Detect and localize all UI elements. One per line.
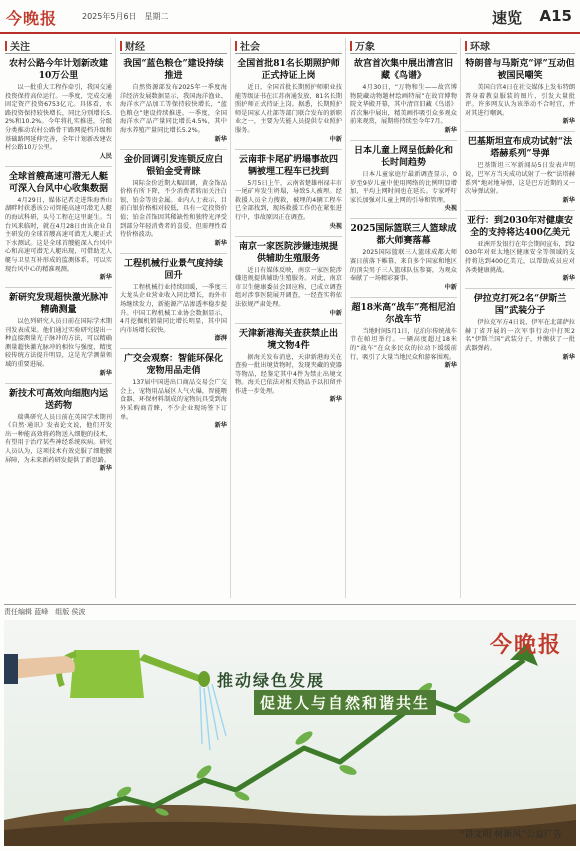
article-body: 自然资源部发布2025年一季度海洋经济发展数据显示，我国海洋渔业、海洋水产品加工等保持较快增长，“蓝色粮仓”建设持续推进。一季度，全国海洋水产品产量同比增长4.5%，其中海水养殖产量同比增长5.2%。: [120, 84, 227, 134]
article-title[interactable]: 日本儿童上网呈低龄化和长时间趋势: [353, 145, 453, 168]
column-divider: [115, 38, 116, 598]
article-source: 新华: [99, 465, 112, 473]
column-divider: [230, 38, 231, 598]
article-divider: [235, 149, 342, 150]
public-service-ad: [4, 620, 576, 846]
article-source: 澎湃: [214, 335, 227, 343]
article-title[interactable]: 亚行：到2030年对健康安全的支持将达400亿美元: [466, 215, 574, 238]
sleeve-shape: [4, 654, 18, 684]
article-divider: [120, 253, 227, 254]
article-source: 新华: [444, 126, 457, 134]
article[interactable]: [465, 58, 575, 126]
article-divider: [465, 131, 575, 132]
article[interactable]: [235, 154, 342, 231]
article-body: 巴基斯坦三军新闻局5日发表声明说，巴军方当天成功试射了一枚“法塔赫系列”地对地导弹，这是巴方近期的又一次导弹试射。: [465, 162, 575, 196]
watering-can-icon: [59, 650, 210, 698]
article[interactable]: [120, 258, 227, 344]
article-title[interactable]: 故宫首次集中展出清宫旧藏《鸟谱》: [353, 59, 453, 81]
article-title[interactable]: 南京一家医院涉嫌违规提供辅助生殖服务: [238, 241, 338, 264]
column-heading-label: 财经: [125, 42, 145, 53]
article-title[interactable]: 我国“蓝色粮仓”建设持续推进: [123, 59, 224, 81]
issue-date: 2025年5月6日 星期二: [82, 12, 169, 21]
section-name: 速览: [491, 9, 522, 27]
article-source: 人民: [99, 152, 112, 160]
article-body: 137届中国进出口商品交易会广交会上，宠物用品展区人气火爆，智能喂食器、环保材料制成的宠物玩具受到海外采购商青睐，不少企业现场签下订单。: [120, 379, 227, 421]
article-title[interactable]: 巴基斯坦宣布成功试射“法塔赫系列”导弹: [467, 137, 573, 160]
article-body: 国际金价近期大幅回调，黄金饰品价格有所下降，不少消费者转而关注白银、铂金等贵金属。业内人士表示，目前白银价格相对较低，具有一定投资价值；铂金首饰因其稀缺性和独特光泽受到部分年轻消费者的喜爱，但需理性看待价格波动。: [120, 179, 227, 239]
article[interactable]: [120, 353, 227, 430]
article-title[interactable]: 广交会观察：智能环保化宠物用品走俏: [123, 354, 223, 377]
article[interactable]: [120, 154, 227, 248]
article-body: 4月29日，媒体记者走进珠海香山湖畔时获悉该公司智能高速可潜无人艇的海试科研，头号工程在这里诞生。当台风来临时，就在4月28日由该企业自主研发的全球首艘高速可潜无人艇正式下水测试。这是全球首艘能深入台风中心和高速可潜无人艇出现，可借助无人艇与卫星互补形成的监测体系，可以实现台风中心的精准观测。: [5, 196, 112, 273]
column-heading-label: 关注: [10, 42, 30, 53]
article[interactable]: [350, 223, 457, 291]
article-body: 工程机械行业持续回暖，一季度三大龙头企业营业收入同比增长，海外市场继续发力，新能源产品渗透率稳步提升。中国工程机械工业协会数据显示，4月挖掘机销量同比增长明显，其中国内市场增长较快。: [120, 283, 227, 334]
column-shehui: [232, 38, 345, 598]
article-source: 新华: [444, 362, 457, 370]
article-source: 中新: [329, 309, 342, 317]
article[interactable]: [235, 328, 342, 405]
article-source: 新华: [562, 196, 575, 204]
article-body: 据海关发布消息，天津新港海关在查验一批出境货物时，发现夹藏的瓷器等物品，经鉴定其中4件为禁止出境文物。海关已依法对相关物品予以扣留并作进一步处理。: [235, 353, 342, 395]
article-body: 4月30日，“万物和生——故宫博物院藏动物题材绘画特展”在故宫博物院文华殿开幕，其中清宫旧藏《鸟谱》首次集中展出，精美画作吸引众多观众前来观赏，展期将持续至今年7月。: [350, 84, 457, 126]
article-divider: [5, 383, 112, 384]
article-divider: [350, 140, 457, 141]
article-divider: [120, 348, 227, 349]
column-guanzhu: [2, 38, 115, 598]
article-body: 瑞典研究人员日前在英国学术期刊《自然·通讯》发表论文说，他们开发出一种能高效将药物送入细胞的技术，有望用于治疗某些神经系统疾病。研究人员认为，这项技术有效克服了细胞膜屏障，为未来新药研发提供了新思路。: [5, 413, 112, 464]
article-body: 伊拉克军方4日说，伊军在北部萨拉赫丁省开展的一次军事行动中打死2名“伊斯兰国”武装分子，并缴获了一批武器弹药。: [465, 319, 575, 352]
article-source: 新华: [562, 118, 575, 126]
article-source: 中新: [444, 283, 457, 291]
article-divider: [120, 149, 227, 150]
column-heading-label: 社会: [240, 42, 260, 53]
newspaper-logo: 今晚报: [6, 9, 58, 28]
ad-newspaper-logo: 今晚报: [489, 632, 562, 658]
article-divider: [350, 218, 457, 219]
article-source: 新华: [562, 353, 575, 361]
article-body: 亚洲开发银行在年会期间宣布，到2030年对亚太地区健康安全等领域的支持将达到400亿美元，以帮助成员应对各类健康挑战。: [465, 240, 575, 274]
water-stream: [200, 684, 226, 750]
article-title[interactable]: 金价回调引发连锁反应白银铂金受青睐: [123, 154, 223, 177]
ad-slogan-line1: 推动绿色发展: [217, 671, 326, 690]
article[interactable]: [235, 58, 342, 144]
article-divider: [235, 323, 342, 324]
article-title[interactable]: 伊拉克打死2名“伊斯兰国”武装分子: [473, 294, 567, 317]
article-divider: [465, 288, 575, 289]
article[interactable]: [350, 58, 457, 135]
masthead: [0, 0, 580, 34]
heading-marker-icon: [5, 41, 7, 51]
article-body: 近日，全国首批长期照护师职业技能等级证书在江苏南通发放，81名长期照护师正式持证上岗。据悉，长期照护师是国家人社部等部门联合发布的新职业之一，主要为失能人员提供专业照护服务。: [235, 84, 342, 134]
article[interactable]: [5, 171, 112, 282]
article-title[interactable]: 全国首批81名长期照护师正式持证上岗: [237, 59, 340, 81]
article-source: 新华: [214, 422, 227, 430]
heading-marker-icon: [350, 41, 352, 51]
article-title[interactable]: 2025国际篮联三人篮球成都大师赛落幕: [350, 224, 457, 247]
article-source: 新华: [214, 135, 227, 143]
page-number: A15: [539, 7, 572, 25]
article-title[interactable]: 特朗普与马斯克“评”互动但被国民嘲笑: [465, 59, 575, 81]
column-heading: [465, 38, 575, 54]
column-heading-label: 万象: [355, 42, 375, 53]
article-title[interactable]: 超18米高“战车”亮相尼泊尔战车节: [351, 302, 456, 325]
article-divider: [235, 236, 342, 237]
article-title[interactable]: 天津新港海关查获禁止出境文物4件: [238, 328, 338, 351]
article-title[interactable]: 新技术可高效向细胞内运送药物: [8, 388, 108, 411]
article-title[interactable]: 云南菲卡尾矿坍塌事故四辆被埋工程车已找到: [238, 154, 338, 177]
article[interactable]: [5, 388, 112, 474]
article-source: 新华: [329, 396, 342, 404]
article-divider: [5, 166, 112, 167]
column-huanqiu: [462, 38, 578, 598]
article-body: 日本儿童家庭厅最新调查显示，0岁至9岁儿童中使用网络的比例明显增加，平均上网时间也在延长。专家呼吁家长加强对儿童上网的引导和管理。: [350, 170, 457, 204]
article-body: 近日有媒体反映，南京一家医院涉嫌违规提供辅助生殖服务。对此，南京市卫生健康委员会回应称，已成立调查组对涉事医院展开调查，一经查实将依法依规严肃处理。: [235, 266, 342, 308]
column-wanxiang: [347, 38, 460, 598]
column-divider: [460, 38, 461, 598]
article-divider: [465, 210, 575, 211]
article[interactable]: [350, 302, 457, 370]
article-title[interactable]: 全球首艘高速可潜无人艇可深入台风中心收集数据: [8, 171, 108, 194]
article-body: 美国白宫4日在社交媒体上发布特朗普身着教皇服装的图片，引发大量批评。许多网友认为该举动不合时宜，并对其进行嘲讽。: [465, 84, 575, 117]
article-source: 央视: [444, 205, 457, 213]
article-body: 以一批重大工程作牵引，我国交通投资保持高位运行。一季度，完成交通固定资产投资6753亿元。具体看，水路投资保持较快增长，同比分别增长5.2%和10.2%。今年将扎实推进，分级分类推动农村公路骨干路网提档升级和基础路网延伸完善，全年计划新改建农村公路10万公里。: [5, 84, 112, 152]
heading-marker-icon: [235, 41, 237, 51]
article-body: 5月5日上午，云南省楚雄州禄丰市一尾矿库发生坍塌，导致5人被埋。经救援人员全力搜救，被埋的4辆工程车已全部找到，现场救援工作仍在紧张进行中，事故原因正在调查。: [235, 179, 342, 221]
article[interactable]: [5, 292, 112, 378]
column-divider: [345, 38, 346, 598]
article[interactable]: [350, 145, 457, 213]
editor-credit: 责任编辑 蓝峰 组版 侯波: [4, 604, 576, 616]
column-heading: [235, 38, 342, 54]
heading-marker-icon: [120, 41, 122, 51]
article[interactable]: [5, 58, 112, 161]
article-body: 2025国际篮联三人篮球成都大师赛日前落下帷幕，来自多个国家和地区的顶尖男子三人篮球队伍参赛，为观众奉献了一场精彩赛事。: [350, 249, 457, 283]
column-caijing: [117, 38, 230, 598]
column-heading: [120, 38, 227, 54]
article-source: 新华: [562, 275, 575, 283]
article-divider: [350, 297, 457, 298]
ad-slogan-line2: 促进人与自然和谐共生: [254, 690, 436, 715]
article[interactable]: [465, 136, 575, 204]
article-source: 中新: [329, 135, 342, 143]
article[interactable]: [120, 58, 227, 144]
heading-marker-icon: [465, 41, 467, 51]
article-source: 新华: [214, 239, 227, 247]
article-body: 以色列研究人员日前在国际学术期刊发表成果。他们通过实验研究提出一种直接测量光子脉冲的方法，可以精确测量超快激光脉冲的相位与强度，精度较传统方法提升明显，这是光学测量领域的重要进展。: [5, 318, 112, 369]
article-title[interactable]: 农村公路今年计划新改建10万公里: [8, 59, 108, 81]
column-heading-label: 环球: [470, 42, 490, 53]
article[interactable]: [465, 293, 575, 361]
article-source: 新华: [99, 369, 112, 377]
article-title[interactable]: 新研究发现超快激光脉冲精确测量: [8, 293, 108, 316]
article[interactable]: [235, 241, 342, 318]
column-heading: [5, 38, 112, 54]
article-body: 当地时间5月1日，尼泊尔传统战车节在帕坦举行。一辆高度超过18米的“战车”在众多民众的拉动下缓缓前行，吸引了大量当地民众和游客围观。: [350, 327, 457, 361]
article-divider: [5, 287, 112, 288]
article-title[interactable]: 工程机械行业景气度持续回升: [123, 258, 223, 281]
ad-caption: “讲文明 树新风”公益广告: [459, 830, 562, 840]
article[interactable]: [465, 215, 575, 283]
column-heading: [350, 38, 457, 54]
article-source: 央视: [329, 222, 342, 230]
article-source: 新华: [99, 274, 112, 282]
